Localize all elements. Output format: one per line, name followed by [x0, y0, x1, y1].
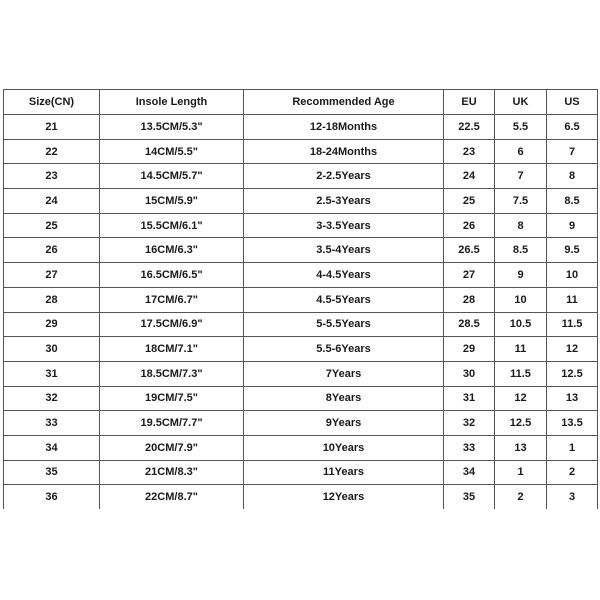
cell-size-cn: 32 [4, 386, 100, 411]
cell-recommended-age: 5-5.5Years [244, 312, 444, 337]
cell-uk: 8 [495, 213, 547, 238]
cell-uk: 7.5 [495, 189, 547, 214]
size-chart-table [3, 89, 598, 509]
cell-insole-length: 14CM/5.5" [100, 139, 244, 164]
cell-us: 13 [547, 386, 598, 411]
table-row [4, 115, 598, 140]
cell-recommended-age: 2-2.5Years [244, 164, 444, 189]
table-row [4, 139, 598, 164]
cell-insole-length: 16.5CM/6.5" [100, 263, 244, 288]
cell-recommended-age: 9Years [244, 411, 444, 436]
table-row [4, 435, 598, 460]
cell-insole-length: 17.5CM/6.9" [100, 312, 244, 337]
cell-us: 2 [547, 460, 598, 485]
header-us: US [547, 90, 598, 115]
cell-us: 8 [547, 164, 598, 189]
cell-us: 3 [547, 485, 598, 509]
cell-eu: 32 [444, 411, 495, 436]
cell-recommended-age: 11Years [244, 460, 444, 485]
cell-us: 10 [547, 263, 598, 288]
cell-eu: 25 [444, 189, 495, 214]
cell-us: 1 [547, 435, 598, 460]
table-row [4, 312, 598, 337]
cell-size-cn: 36 [4, 485, 100, 509]
cell-recommended-age: 18-24Months [244, 139, 444, 164]
cell-size-cn: 26 [4, 238, 100, 263]
cell-us: 9.5 [547, 238, 598, 263]
cell-eu: 35 [444, 485, 495, 509]
cell-insole-length: 17CM/6.7" [100, 287, 244, 312]
table-row [4, 386, 598, 411]
cell-insole-length: 14.5CM/5.7" [100, 164, 244, 189]
cell-size-cn: 33 [4, 411, 100, 436]
cell-eu: 29 [444, 337, 495, 362]
table-row [4, 263, 598, 288]
header-size-cn: Size(CN) [4, 90, 100, 115]
table-row [4, 460, 598, 485]
cell-uk: 10 [495, 287, 547, 312]
cell-recommended-age: 3.5-4Years [244, 238, 444, 263]
cell-eu: 28 [444, 287, 495, 312]
cell-eu: 33 [444, 435, 495, 460]
cell-recommended-age: 5.5-6Years [244, 337, 444, 362]
cell-size-cn: 34 [4, 435, 100, 460]
cell-insole-length: 20CM/7.9" [100, 435, 244, 460]
cell-uk: 5.5 [495, 115, 547, 140]
cell-us: 13.5 [547, 411, 598, 436]
header-uk: UK [495, 90, 547, 115]
cell-size-cn: 23 [4, 164, 100, 189]
cell-recommended-age: 12Years [244, 485, 444, 509]
cell-eu: 30 [444, 361, 495, 386]
cell-us: 12.5 [547, 361, 598, 386]
cell-insole-length: 15CM/5.9" [100, 189, 244, 214]
cell-uk: 7 [495, 164, 547, 189]
cell-eu: 26 [444, 213, 495, 238]
table-row [4, 189, 598, 214]
cell-recommended-age: 10Years [244, 435, 444, 460]
cell-recommended-age: 12-18Months [244, 115, 444, 140]
cell-eu: 23 [444, 139, 495, 164]
cell-size-cn: 29 [4, 312, 100, 337]
cell-us: 11 [547, 287, 598, 312]
cell-uk: 9 [495, 263, 547, 288]
cell-insole-length: 15.5CM/6.1" [100, 213, 244, 238]
cell-size-cn: 27 [4, 263, 100, 288]
cell-us: 7 [547, 139, 598, 164]
cell-insole-length: 22CM/8.7" [100, 485, 244, 509]
cell-insole-length: 19CM/7.5" [100, 386, 244, 411]
cell-eu: 24 [444, 164, 495, 189]
cell-uk: 2 [495, 485, 547, 509]
cell-insole-length: 18.5CM/7.3" [100, 361, 244, 386]
table-row [4, 337, 598, 362]
cell-recommended-age: 3-3.5Years [244, 213, 444, 238]
header-row [4, 90, 598, 115]
cell-uk: 11.5 [495, 361, 547, 386]
cell-size-cn: 30 [4, 337, 100, 362]
cell-recommended-age: 7Years [244, 361, 444, 386]
table-row [4, 485, 598, 509]
cell-us: 9 [547, 213, 598, 238]
cell-us: 11.5 [547, 312, 598, 337]
table-row [4, 411, 598, 436]
cell-uk: 12.5 [495, 411, 547, 436]
header-eu: EU [444, 90, 495, 115]
cell-insole-length: 13.5CM/5.3" [100, 115, 244, 140]
cell-eu: 28.5 [444, 312, 495, 337]
table-row [4, 238, 598, 263]
cell-size-cn: 21 [4, 115, 100, 140]
cell-insole-length: 19.5CM/7.7" [100, 411, 244, 436]
cell-recommended-age: 2.5-3Years [244, 189, 444, 214]
cell-recommended-age: 4-4.5Years [244, 263, 444, 288]
cell-uk: 1 [495, 460, 547, 485]
cell-size-cn: 25 [4, 213, 100, 238]
cell-eu: 22.5 [444, 115, 495, 140]
cell-recommended-age: 4.5-5Years [244, 287, 444, 312]
cell-uk: 8.5 [495, 238, 547, 263]
cell-size-cn: 28 [4, 287, 100, 312]
cell-size-cn: 22 [4, 139, 100, 164]
table-row [4, 213, 598, 238]
cell-eu: 34 [444, 460, 495, 485]
cell-insole-length: 21CM/8.3" [100, 460, 244, 485]
cell-uk: 10.5 [495, 312, 547, 337]
table-body [4, 115, 598, 510]
cell-eu: 27 [444, 263, 495, 288]
table-row [4, 164, 598, 189]
header-recommended-age: Recommended Age [244, 90, 444, 115]
cell-recommended-age: 8Years [244, 386, 444, 411]
cell-us: 6.5 [547, 115, 598, 140]
cell-uk: 12 [495, 386, 547, 411]
cell-insole-length: 18CM/7.1" [100, 337, 244, 362]
cell-eu: 26.5 [444, 238, 495, 263]
cell-uk: 11 [495, 337, 547, 362]
table-row [4, 287, 598, 312]
cell-us: 12 [547, 337, 598, 362]
cell-size-cn: 24 [4, 189, 100, 214]
cell-insole-length: 16CM/6.3" [100, 238, 244, 263]
cell-eu: 31 [444, 386, 495, 411]
cell-uk: 13 [495, 435, 547, 460]
cell-us: 8.5 [547, 189, 598, 214]
table-row [4, 361, 598, 386]
header-insole-length: Insole Length [100, 90, 244, 115]
cell-uk: 6 [495, 139, 547, 164]
cell-size-cn: 35 [4, 460, 100, 485]
cell-size-cn: 31 [4, 361, 100, 386]
